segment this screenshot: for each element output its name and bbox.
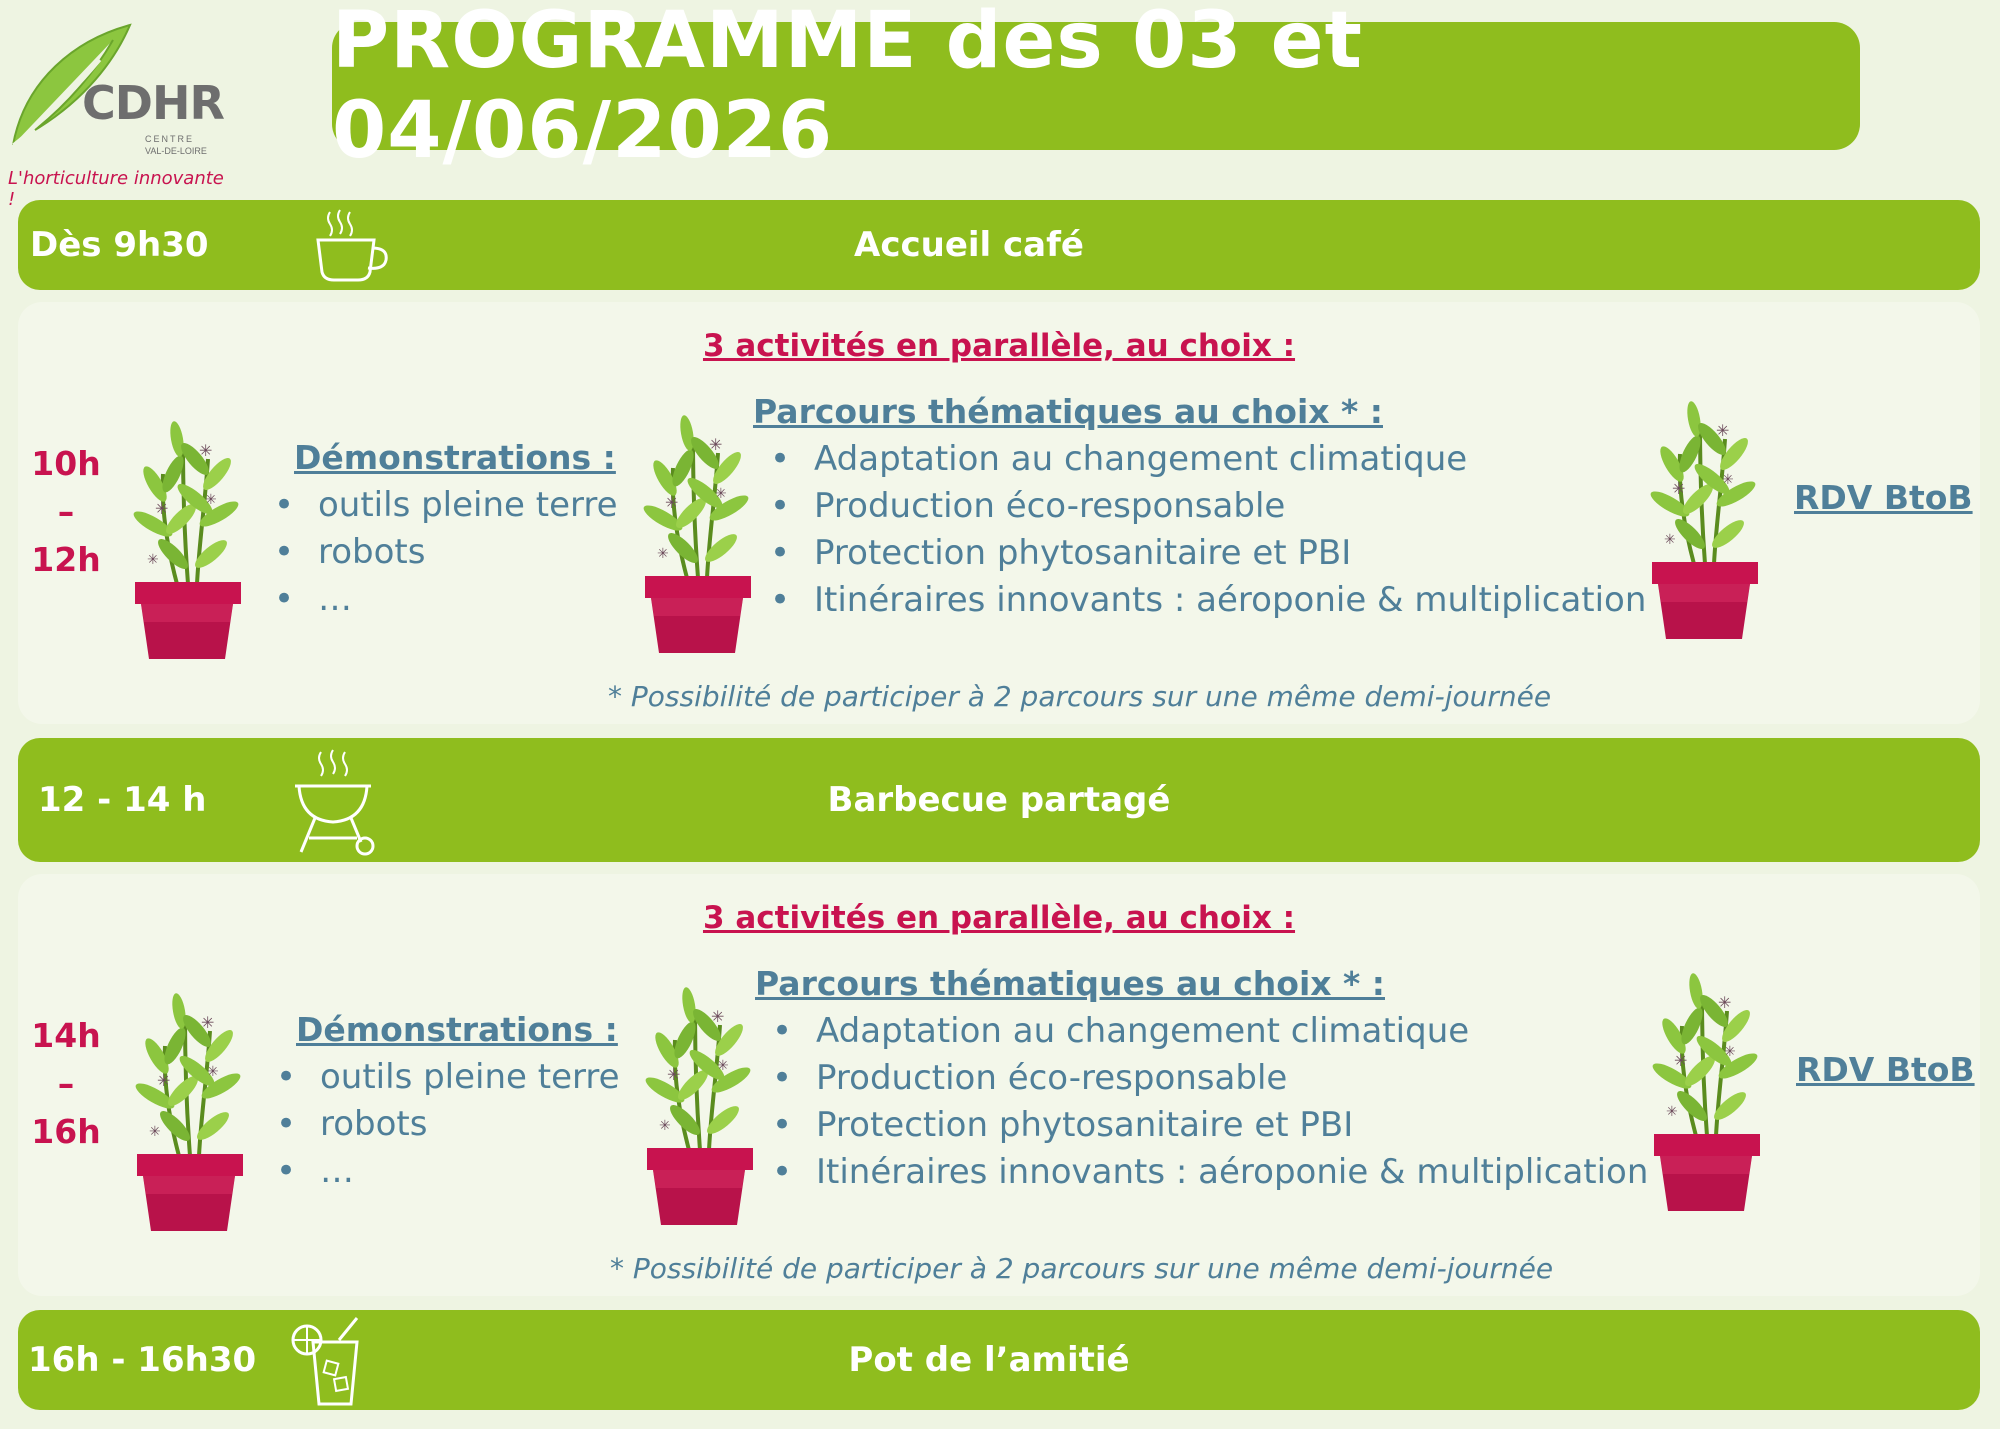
barbecue-grill-icon: [283, 746, 393, 858]
demo-title: Démonstrations :: [296, 1010, 618, 1049]
welcome-time: Dès 9h30: [30, 225, 209, 265]
list-item: • Itinéraires innovants : aéroponie & multiplication: [814, 577, 1646, 624]
page-title: PROGRAMME des 03 et 04/06/2026: [332, 0, 1363, 176]
potted-plant-icon: [135, 986, 245, 1236]
welcome-label: Accueil café: [854, 225, 1084, 265]
title-banner: [332, 0, 1860, 176]
lunch-bar: [18, 738, 1980, 862]
drink-glass-icon: [283, 1314, 383, 1408]
coffee-cup-icon: [308, 206, 398, 286]
session-dash: –: [57, 1064, 75, 1103]
session-time: [26, 440, 106, 584]
demo-title: Démonstrations :: [294, 438, 616, 477]
session-note: * Possibilité de participer à 2 parcours sur une même demi-journée: [608, 680, 1552, 713]
closing-label: Pot de l’amitié: [848, 1340, 1130, 1380]
session-start: 10h: [31, 444, 101, 483]
potted-plant-icon: [1652, 966, 1762, 1216]
list-item: • Adaptation au changement climatique: [816, 1008, 1648, 1055]
session-start: 14h: [31, 1016, 101, 1055]
parcours-list: [772, 1008, 1648, 1196]
lunch-time: 12 - 14 h: [38, 780, 207, 820]
list-item: • …: [320, 1148, 620, 1195]
session-dash: –: [57, 492, 75, 531]
logo-subtitle-region: VAL-DE-LOIRE: [145, 146, 207, 156]
potted-plant-icon: [645, 980, 755, 1230]
demo-list: [276, 1054, 620, 1195]
session-time: [26, 1012, 106, 1156]
list-item: • Protection phytosanitaire et PBI: [814, 530, 1646, 577]
session-heading: 3 activités en parallèle, au choix :: [702, 900, 1296, 936]
logo-name: CDHR: [82, 76, 224, 130]
list-item: • Production éco-responsable: [816, 1055, 1648, 1102]
closing-bar: [18, 1310, 1980, 1410]
cdhr-logo: [5, 20, 225, 210]
list-item: • robots: [318, 529, 618, 576]
list-item: • outils pleine terre: [320, 1054, 620, 1101]
list-item: • Adaptation au changement climatique: [814, 436, 1646, 483]
session-panel-afternoon: [18, 874, 1980, 1296]
session-end: 12h: [31, 540, 101, 579]
parcours-list: [770, 436, 1646, 624]
demo-list: [274, 482, 618, 623]
parcours-title: Parcours thématiques au choix * :: [753, 392, 1383, 431]
potted-plant-icon: [643, 408, 753, 658]
logo-subtitle-centre: CENTRE: [145, 134, 195, 144]
session-end: 16h: [31, 1112, 101, 1151]
list-item: • …: [318, 576, 618, 623]
potted-plant-icon: [133, 414, 243, 664]
rdv-btob-link[interactable]: RDV BtoB: [1794, 478, 1973, 517]
list-item: • outils pleine terre: [318, 482, 618, 529]
welcome-bar: [18, 200, 1980, 290]
list-item: • robots: [320, 1101, 620, 1148]
lunch-label: Barbecue partagé: [827, 780, 1171, 820]
list-item: • Itinéraires innovants : aéroponie & multiplication: [816, 1149, 1648, 1196]
parcours-title: Parcours thématiques au choix * :: [755, 964, 1385, 1003]
session-note: * Possibilité de participer à 2 parcours sur une même demi-journée: [610, 1252, 1554, 1285]
list-item: • Protection phytosanitaire et PBI: [816, 1102, 1648, 1149]
potted-plant-icon: [1650, 394, 1760, 644]
session-heading: 3 activités en parallèle, au choix :: [702, 328, 1296, 364]
logo-tagline: L'horticulture innovante !: [8, 168, 224, 210]
rdv-btob-link[interactable]: RDV BtoB: [1796, 1050, 1975, 1089]
list-item: • Production éco-responsable: [814, 483, 1646, 530]
closing-time: 16h - 16h30: [28, 1340, 257, 1380]
session-panel-morning: [18, 302, 1980, 724]
